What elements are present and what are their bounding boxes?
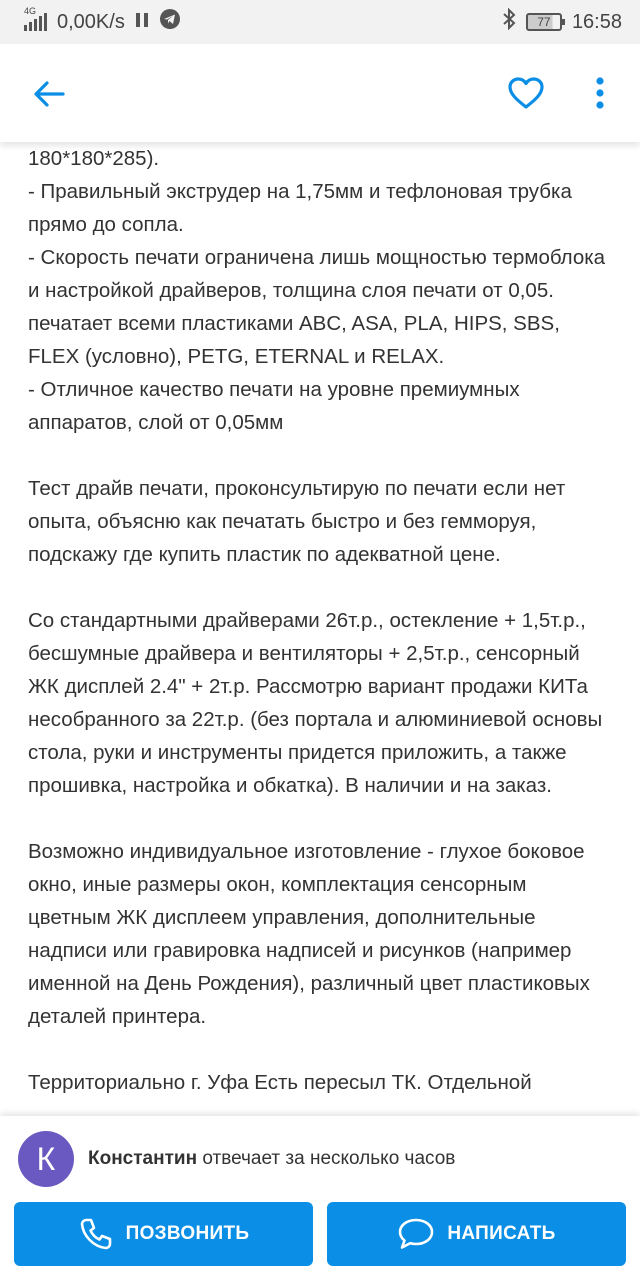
- call-button-label: ПОЗВОНИТЬ: [125, 1223, 250, 1244]
- avatar-letter: К: [36, 1140, 56, 1177]
- message-button[interactable]: [327, 1202, 626, 1266]
- battery-icon: [526, 13, 562, 31]
- description-paragraph: Со стандартными драйверами 26т.р., остекление + 1,5т.р., бесшумные драйвера и вентиляторы + 2,5т.р., сенсорный ЖК дисплей 2.4" + 2т.р. Рассмотрю вариант продажи КИТа несобранного за 22т.р. (без портала и алюминиевой основы стола, руки и инструменты придется приложить, а также прошивка, настройка и обкатка). В наличии и на заказ.: [28, 609, 603, 797]
- more-vertical-icon: [595, 76, 605, 110]
- more-button[interactable]: [584, 68, 616, 118]
- bluetooth-icon: [502, 8, 516, 36]
- battery-level: 77: [537, 15, 551, 29]
- arrow-left-icon: [33, 80, 65, 108]
- ad-description: [0, 142, 640, 1122]
- description-paragraph: Тест драйв печати, проконсультирую по печати если нет опыта, объясню как печатать быстро и без гемморуя, подскажу где купить пластик по адекватной цене.: [28, 477, 566, 566]
- clock: 16:58: [571, 10, 622, 33]
- description-paragraph: Территориально г. Уфа Есть пересыл ТК. Отдельной: [28, 1071, 532, 1094]
- call-button[interactable]: [14, 1202, 313, 1266]
- pause-icon: [135, 11, 149, 34]
- seller-text: [88, 1148, 455, 1170]
- seller-name: Константин: [88, 1148, 198, 1169]
- network-speed: 0,00K/s: [57, 10, 125, 33]
- contact-panel: [0, 1116, 640, 1280]
- favorite-button[interactable]: [502, 68, 550, 118]
- telegram-icon: [159, 8, 181, 36]
- status-bar: [0, 0, 640, 44]
- seller-info[interactable]: [18, 1130, 455, 1188]
- description-paragraph: Возможно индивидуальное изготовление - глухое боковое окно, иные размеры окон, комплектация сенсорным цветным ЖК дисплеем управления, дополнительные надписи или гравировка надписей и рисунков (например именной на День Рождения), различный цвет пластиковых деталей принтера.: [28, 840, 590, 1028]
- network-type: 4G: [24, 6, 37, 16]
- chat-bubble-icon: [397, 1217, 435, 1251]
- top-app-bar: [0, 44, 640, 142]
- back-button[interactable]: [24, 69, 74, 119]
- signal-icon: [24, 6, 47, 31]
- description-paragraph: 180*180*285). - Правильный экструдер на 1,75мм и тефлоновая трубка прямо до сопла. - Скорость печати ограничена лишь мощностью термоблока и настройкой драйверов, толщина слоя печати от 0,05. печатает всеми пластиками ABC, ASA, PLA, HIPS, SBS, FLEX (условно), PETG, ETERNAL и RELAX. - Отличное качество печати на уровне премиумных аппаратов, слой от 0,05мм: [28, 147, 606, 434]
- message-button-label: НАПИСАТЬ: [447, 1223, 556, 1244]
- avatar: [18, 1131, 74, 1187]
- phone-icon: [78, 1216, 114, 1252]
- seller-response-time: отвечает за несколько часов: [202, 1148, 456, 1169]
- heart-icon: [507, 76, 545, 110]
